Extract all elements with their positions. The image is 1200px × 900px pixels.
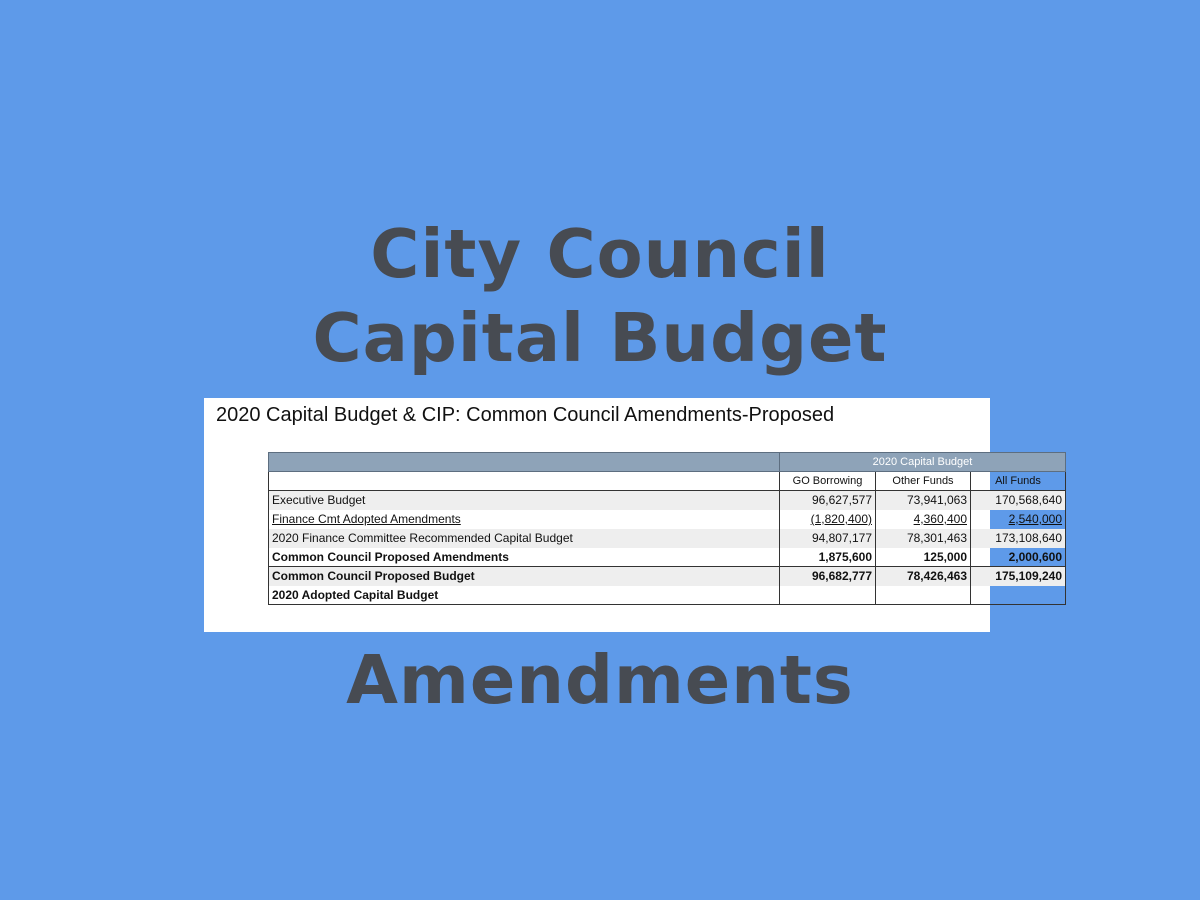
- row-label: [269, 510, 780, 529]
- go-borrowing-cell: 94,807,177: [780, 529, 876, 548]
- headline-line-1: City Council: [370, 215, 830, 293]
- go-borrowing-cell: 96,627,577: [780, 491, 876, 510]
- go-borrowing-cell: 1,875,600: [780, 548, 876, 567]
- all-funds-value: 2,540,000: [1008, 512, 1062, 526]
- other-funds-cell: 78,301,463: [876, 529, 971, 548]
- column-header-go-borrowing: GO Borrowing: [780, 472, 876, 491]
- other-funds-cell: 125,000: [876, 548, 971, 567]
- row-label-text: Finance Cmt Adopted Amendments: [272, 512, 461, 526]
- all-funds-cell: [971, 510, 1066, 529]
- table-title: 2020 Capital Budget & CIP: Common Council Amendments-Proposed: [216, 404, 835, 426]
- table-row: [269, 586, 1066, 605]
- go-borrowing-cell: [780, 586, 876, 605]
- all-funds-cell: 173,108,640: [971, 529, 1066, 548]
- go-borrowing-value: (1,820,400): [810, 512, 872, 526]
- go-borrowing-cell: 96,682,777: [780, 567, 876, 586]
- row-label: Common Council Proposed Budget: [269, 567, 780, 586]
- column-header-all-funds: All Funds: [971, 472, 1066, 491]
- all-funds-cell: 2,000,600: [971, 548, 1066, 567]
- budget-table: [268, 452, 1066, 605]
- table-row: [269, 510, 1066, 529]
- table-row: [269, 567, 1066, 586]
- table-row: [269, 491, 1066, 510]
- group-header-blank: [269, 453, 780, 472]
- column-header-row: [269, 472, 1066, 491]
- headline-line-2: Capital Budget: [312, 299, 888, 377]
- other-funds-cell: [876, 586, 971, 605]
- row-label: 2020 Adopted Capital Budget: [269, 586, 780, 605]
- group-header: 2020 Capital Budget: [780, 453, 1066, 472]
- budget-table-panel: [204, 398, 1062, 632]
- row-label: 2020 Finance Committee Recommended Capital Budget: [269, 529, 780, 548]
- other-funds-cell: [876, 510, 971, 529]
- all-funds-cell: 170,568,640: [971, 491, 1066, 510]
- all-funds-cell: 175,109,240: [971, 567, 1066, 586]
- table-row: [269, 548, 1066, 567]
- column-header-label: [269, 472, 780, 491]
- other-funds-cell: 78,426,463: [876, 567, 971, 586]
- row-label: Common Council Proposed Amendments: [269, 548, 780, 567]
- all-funds-cell: [971, 586, 1066, 605]
- headline-line-3: Amendments: [346, 641, 854, 719]
- go-borrowing-cell: [780, 510, 876, 529]
- column-header-other-funds: Other Funds: [876, 472, 971, 491]
- other-funds-value: 4,360,400: [913, 512, 967, 526]
- group-header-row: [269, 453, 1066, 472]
- other-funds-cell: 73,941,063: [876, 491, 971, 510]
- row-label: Executive Budget: [269, 491, 780, 510]
- table-row: [269, 529, 1066, 548]
